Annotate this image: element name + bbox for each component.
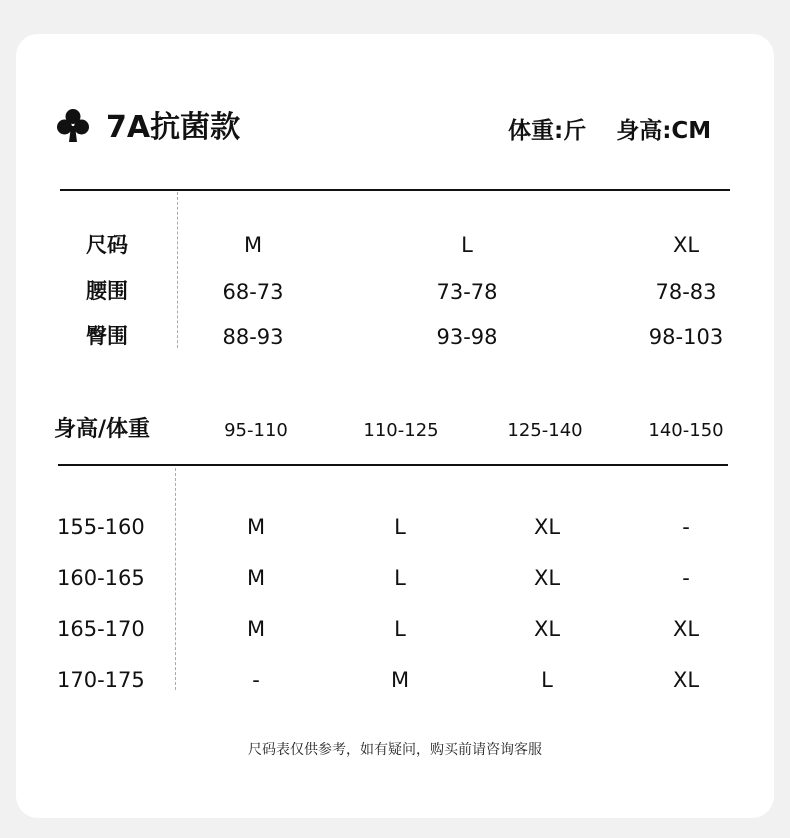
table1-row-hip-label: 臀围 xyxy=(86,324,128,348)
table2-row-4-label: 170-175 xyxy=(57,668,145,692)
table1-row-hip-m: 88-93 xyxy=(222,325,284,349)
table2-row-1-col-2: L xyxy=(394,515,406,539)
table2-row-4-col-4: XL xyxy=(672,668,700,692)
table2-row-1-label: 155-160 xyxy=(57,515,145,539)
table2-row-2-col-3: XL xyxy=(533,566,561,590)
table2-row-2-col-1: M xyxy=(246,566,266,590)
club-suit-icon xyxy=(57,108,89,144)
product-title: 7A抗菌款 xyxy=(106,110,241,145)
table1-row-waist-m: 68-73 xyxy=(222,280,284,304)
table2-row-1-col-3: XL xyxy=(533,515,561,539)
table2-header-weight-1: 95-110 xyxy=(224,420,288,441)
header-divider xyxy=(60,189,730,191)
unit-weight: 体重:斤 xyxy=(508,118,587,144)
table1-header-size: 尺码 xyxy=(86,233,128,257)
table2-corner-label: 身高/体重 xyxy=(54,417,151,442)
table1-row-hip-l: 93-98 xyxy=(436,325,498,349)
table2-header-divider xyxy=(58,464,728,466)
table2-row-3-col-2: L xyxy=(394,617,406,641)
table2-row-4-col-2: M xyxy=(390,668,410,692)
table1-row-waist-xl: 78-83 xyxy=(655,280,717,304)
table2-row-2-label: 160-165 xyxy=(57,566,145,590)
table1-row-hip-xl: 98-103 xyxy=(648,325,724,349)
units-legend xyxy=(508,116,711,146)
table1-header-m: M xyxy=(243,233,263,257)
table2-row-4-col-3: L xyxy=(541,668,553,692)
table2-row-2-col-2: L xyxy=(394,566,406,590)
table2-row-1-col-4: - xyxy=(682,515,690,539)
table2-row-3-label: 165-170 xyxy=(57,617,145,641)
table1-header-l: L xyxy=(461,233,473,257)
unit-height: 身高:CM xyxy=(616,118,712,144)
footer-note: 尺码表仅供参考，如有疑问，购买前请咨询客服 xyxy=(248,742,542,758)
table2-column-divider xyxy=(175,468,176,690)
table1-header-xl: XL xyxy=(672,233,700,257)
table1-column-divider xyxy=(177,192,178,348)
table1-row-waist-label: 腰围 xyxy=(86,279,128,303)
table2-row-4-col-1: - xyxy=(252,668,260,692)
table2-row-2-col-4: - xyxy=(682,566,690,590)
table1-row-waist-l: 73-78 xyxy=(436,280,498,304)
table2-header-weight-4: 140-150 xyxy=(648,420,724,441)
table2-row-1-col-1: M xyxy=(246,515,266,539)
table2-row-3-col-1: M xyxy=(246,617,266,641)
table2-row-3-col-4: XL xyxy=(672,617,700,641)
table2-header-weight-3: 125-140 xyxy=(507,420,583,441)
table2-header-weight-2: 110-125 xyxy=(363,420,439,441)
table2-row-3-col-3: XL xyxy=(533,617,561,641)
